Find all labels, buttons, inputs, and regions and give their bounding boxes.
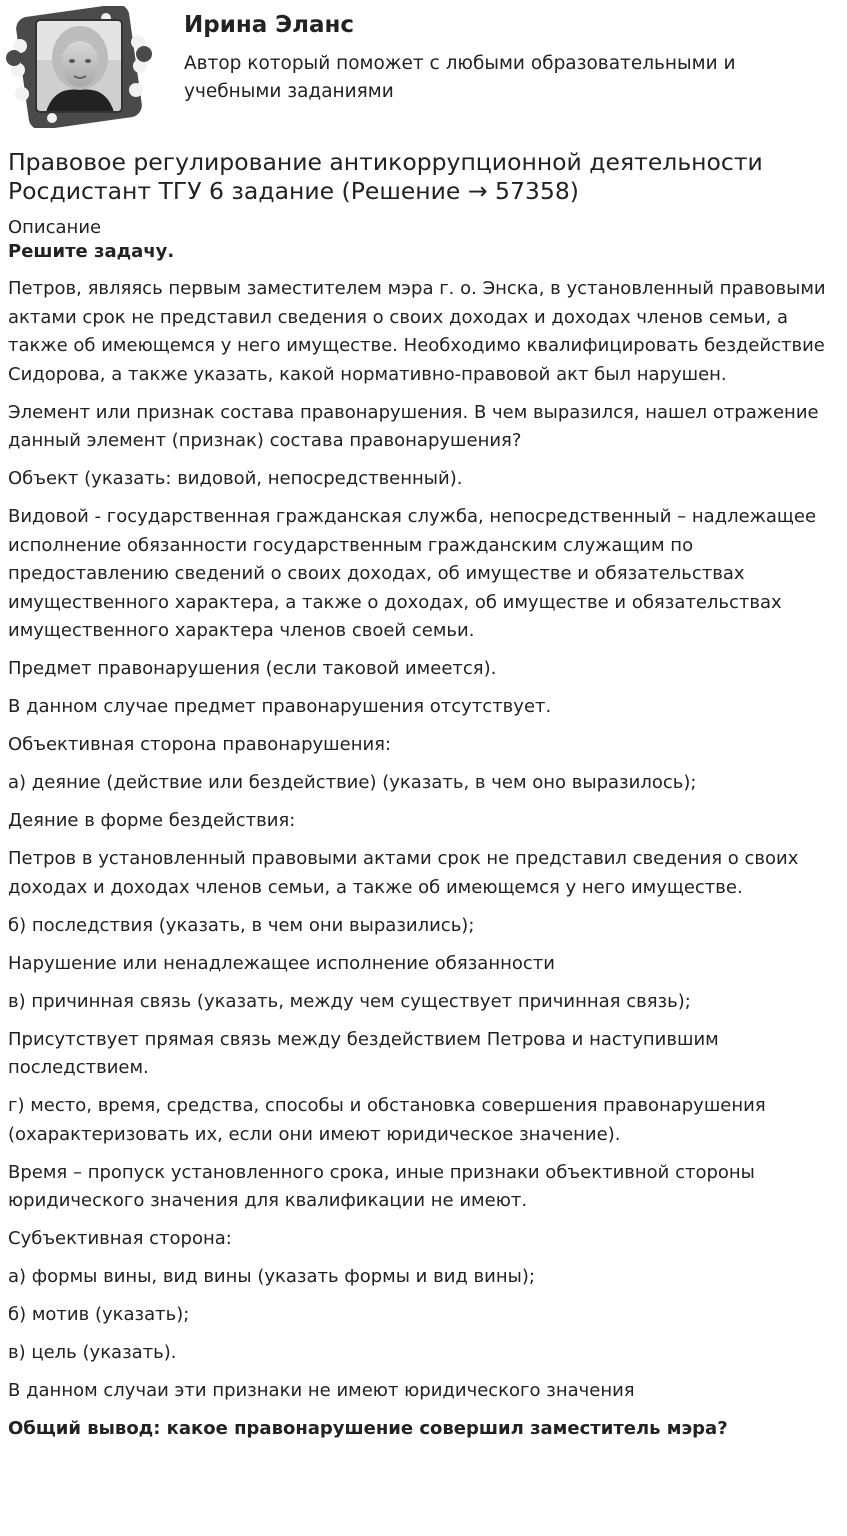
author-description: Автор который поможет с любыми образовательными и учебными заданиями [184,53,736,102]
paragraph: Субъективная сторона: [8,1228,232,1249]
conclusion: Общий вывод: какое правонарушение совершил заместитель мэра? [8,1418,728,1439]
paragraph: Видовой - государственная гражданская служба, непосредственный – надлежащее исполнение обязанности государственным гражданским служащим по предоставлению сведений о своих доходах, об имуществе и обязательствах имущественного характера, а также о доходах, об имуществе и обязательствах имущественного характера членов своей семьи. [8,506,817,641]
task-heading: Решите задачу. [8,241,175,262]
paragraph: в) причинная связь (указать, между чем существует причинная связь); [8,990,691,1012]
avatar [6,6,152,128]
paragraph: Деяние в форме бездействия: [8,810,296,831]
paragraph: Элемент или признак состава правонарушения. В чем выразился, нашел отражение данный элемент (признак) состава правонарушения? [8,401,819,451]
paragraph: Присутствует прямая связь между бездействием Петрова и наступившим последствием. [8,1028,719,1078]
paragraph: В данном случае предмет правонарушения отсутствует. [8,696,552,717]
paragraph: Объект (указать: видовой, непосредственный). [8,468,463,489]
paragraph: Петров, являясь первым заместителем мэра г. о. Энска, в установленный правовыми актами срок не представил сведения о своих доходах и доходах членов семьи, а также об имеющемся у него имуществе. Необходимо квалифицировать бездействие Сидорова, а также указать, какой нормативно-правовой акт был нарушен. [8,278,826,385]
author-header [0,0,847,140]
paragraph: г) место, время, средства, способы и обстановка совершения правонарушения (охарактеризовать их, если они имеют юридическое значение). [8,1095,766,1145]
paragraph: Предмет правонарушения (если таковой имеется). [8,658,497,679]
author-name: Ирина Эланс [184,12,355,38]
paragraph: Время – пропуск установленного срока, иные признаки объективной стороны юридического значения для квалификации не имеют. [8,1161,755,1211]
paragraph: а) формы вины, вид вины (указать формы и вид вины); [8,1266,535,1287]
paragraph: Объективная сторона правонарушения: [8,734,392,755]
paragraph: Петров в установленный правовыми актами срок не представил сведения о своих доходах и доходах членов семьи, а также об имеющемся у него имуществе. [8,848,799,898]
paragraph: В данном случаи эти признаки не имеют юридического значения [8,1380,635,1401]
paragraph: б) мотив (указать); [8,1304,190,1325]
document-content [8,148,842,1444]
paragraph: в) цель (указать). [8,1342,177,1363]
page-title: Правовое регулирование антикоррупционной деятельности Росдистант ТГУ 6 задание (Решение → 57358) [8,148,763,205]
paragraph: Нарушение или ненадлежащее исполнение обязанности [8,952,555,974]
paragraph: б) последствия (указать, в чем они выразились); [8,914,475,936]
film-frame-avatar-icon [6,6,152,128]
paragraph: а) деяние (действие или бездействие) (указать, в чем оно выразилось); [8,772,697,793]
description-label: Описание [8,217,102,238]
